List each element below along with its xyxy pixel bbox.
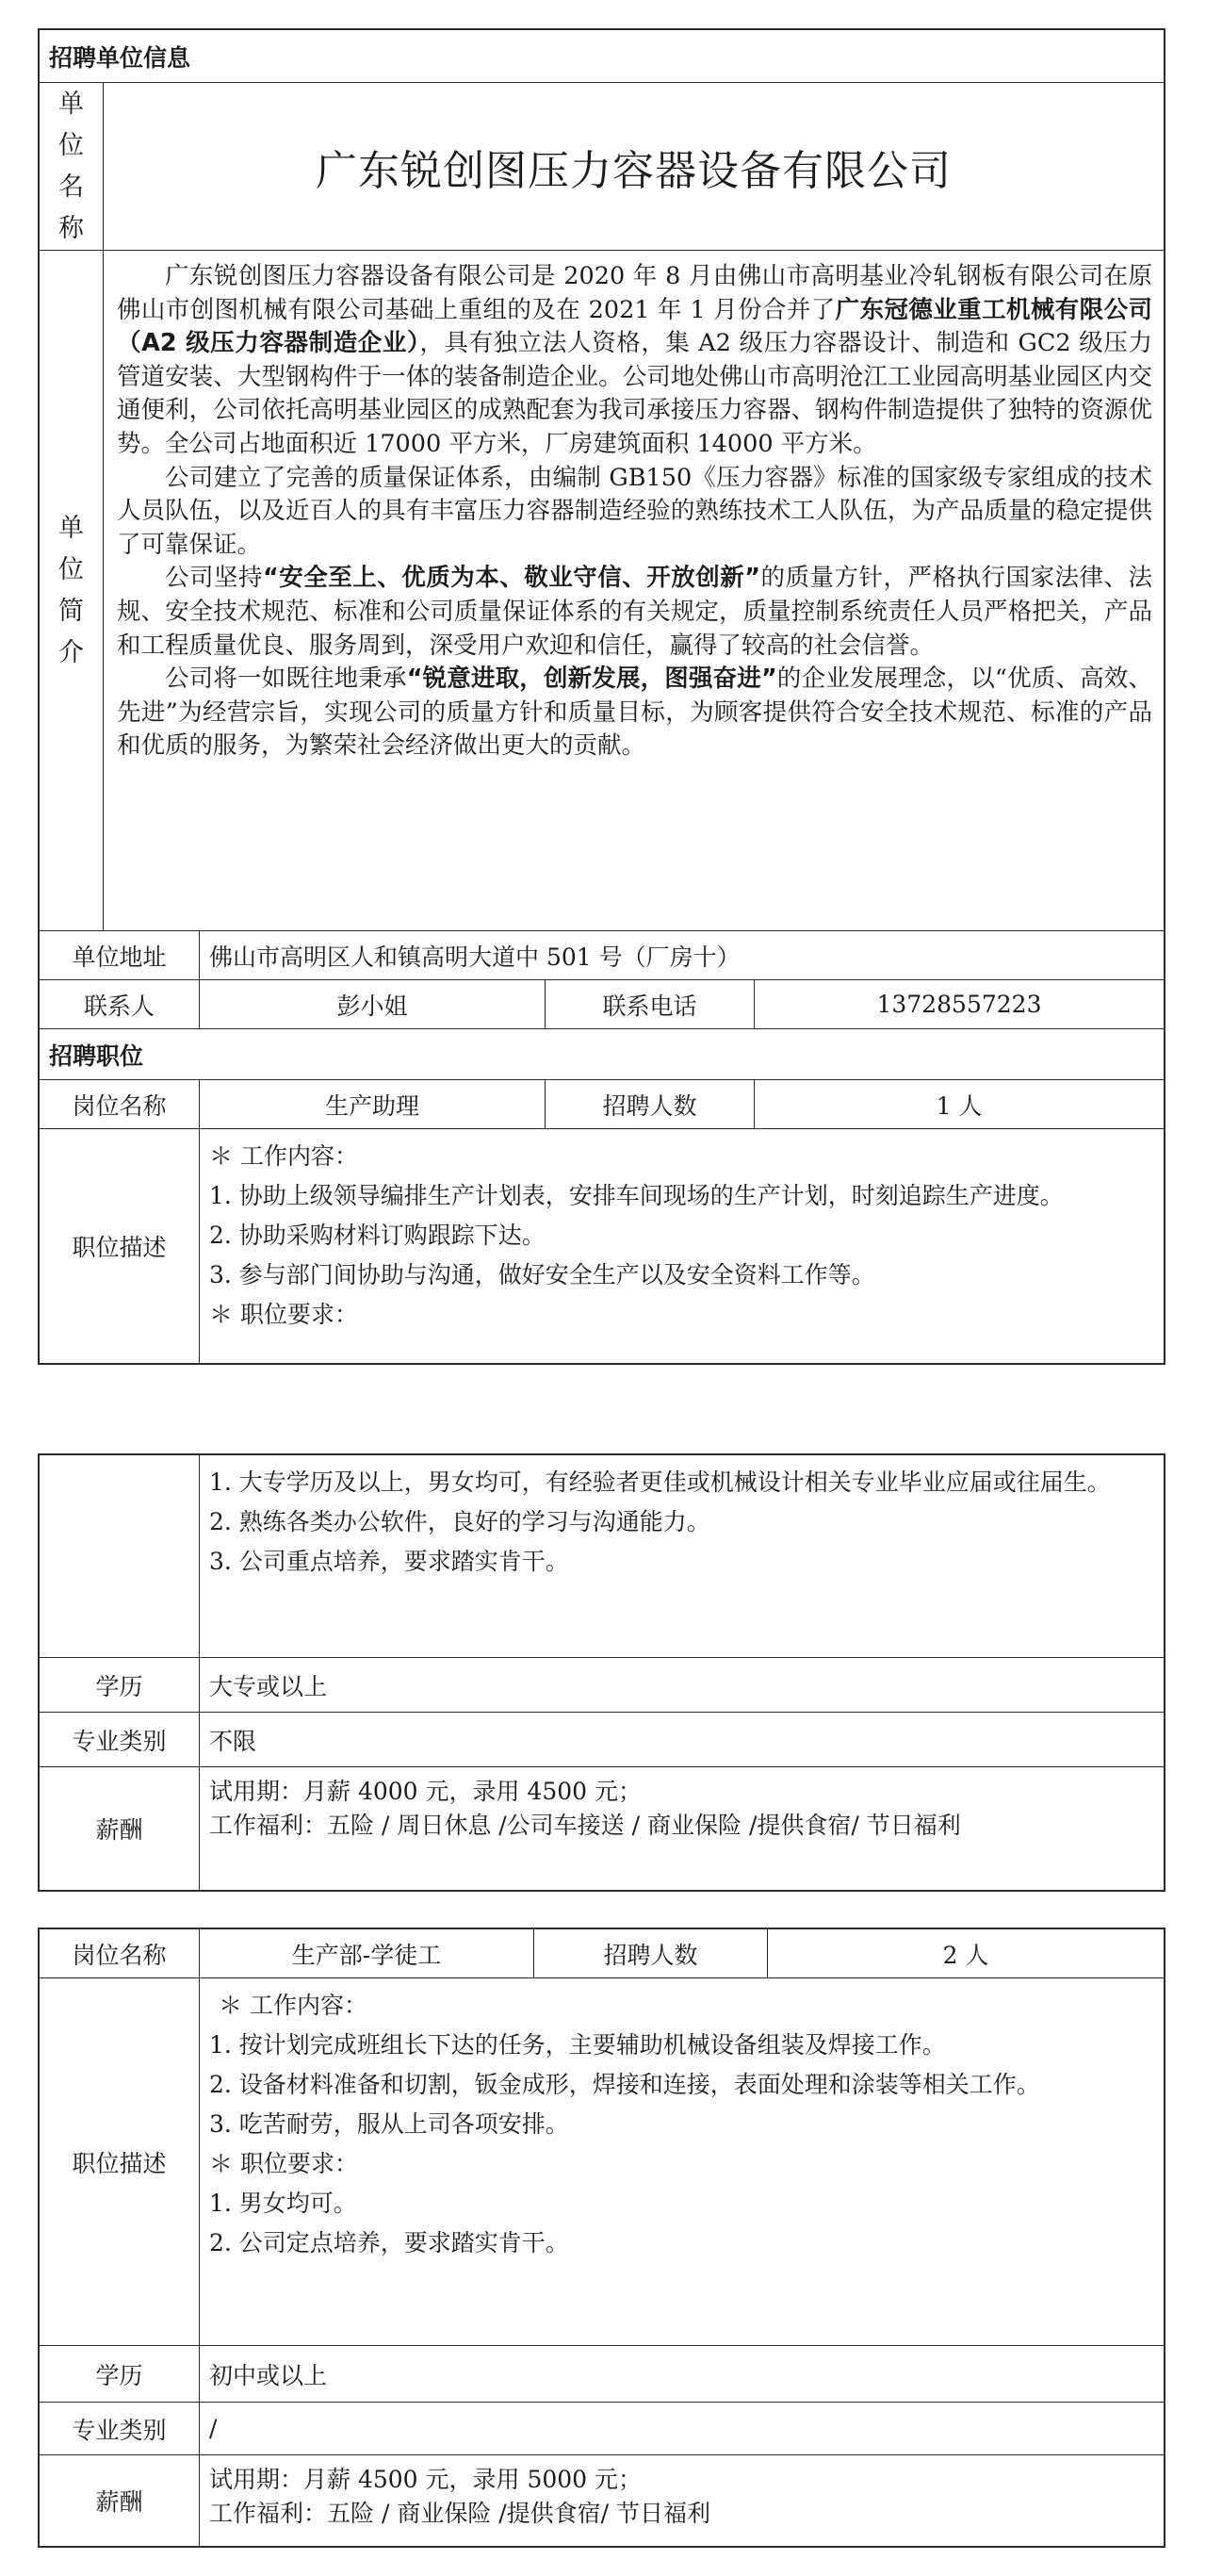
job1-desc-line: ＊ 工作内容： [209, 1142, 358, 1170]
job2-desc-line: 1. 按计划完成班组长下达的任务，主要辅助机械设备组装及焊接工作。 [209, 2031, 946, 2059]
job2-edu: 初中或以上 [209, 2361, 328, 2389]
job2-desc-line: 1. 男女均可。 [209, 2190, 357, 2217]
phone-value: 13728557223 [876, 991, 1042, 1018]
job1-salary-row [40, 1767, 1164, 1890]
job1-major-label: 专业类别 [40, 1713, 200, 1766]
company-intro [104, 251, 1164, 930]
job1-salary: 试用期：月薪 4000 元，录用 4500 元； [209, 1778, 643, 1805]
job1-major: 不限 [209, 1727, 257, 1755]
job1-continued-table [38, 1453, 1165, 1892]
job1-req-row [40, 1455, 1164, 1658]
section-jobs-row [40, 1029, 1164, 1080]
address-row [40, 931, 1164, 980]
job1-count-label: 招聘人数 [546, 1080, 755, 1128]
job1-edu-row [40, 1658, 1164, 1713]
job1-welfare: 工作福利：五险 / 周日休息 /公司车接送 / 商业保险 /提供食宿/ 节日福利 [209, 1812, 961, 1839]
job2-desc-row [40, 1978, 1164, 2346]
company-info-table [38, 28, 1165, 1365]
job1-desc-label: 职位描述 [40, 1129, 200, 1363]
unit-intro-row [40, 251, 1164, 931]
section-header-row [40, 30, 1164, 83]
job2-count: 2 人 [942, 1941, 989, 1969]
job1-desc-line: 1. 协助上级领导编排生产计划表，安排车间现场的生产计划，时刻追踪生产进度。 [209, 1182, 1064, 1209]
job1-req-line: 3. 公司重点培养，要求踏实肯干。 [209, 1548, 569, 1575]
job1-req-label-empty [40, 1455, 200, 1657]
job2-desc-line: ＊ 职位要求： [209, 2150, 358, 2177]
job2-salary: 试用期：月薪 4500 元，录用 5000 元； [209, 2466, 643, 2493]
job2-salary-label: 薪酬 [40, 2455, 200, 2546]
job1-salary-block [200, 1767, 1164, 1890]
job2-major-label: 专业类别 [40, 2403, 200, 2454]
intro-paragraph-2: 公司建立了完善的质量保证体系，由编制 GB150《压力容器》标准的国家级专家组成的技术人员队伍，以及近百人的具有丰富压力容器制造经验的熟练技术工人队伍，为产品质量的稳定提供了可靠保证。 [117, 463, 1152, 559]
unit-name-label: 单 位 名 称 [40, 83, 104, 250]
intro-paragraph-3: 公司坚持“安全至上、优质为本、敬业守信、开放创新”的质量方针，严格执行国家法律、法规、安全技术规范、标准和公司质量保证体系的有关规定，质量控制系统责任人员严格把关，产品和工程质量优良、服务周到，深受用户欢迎和信任，赢得了较高的社会信誉。 [117, 564, 1152, 660]
company-name: 广东锐创图压力容器设备有限公司 [316, 146, 952, 195]
job1-desc [200, 1129, 1164, 1363]
job2-count-label: 招聘人数 [534, 1929, 768, 1977]
job1-desc-line: ＊ 职位要求： [209, 1301, 358, 1328]
contact-row [40, 980, 1164, 1029]
intro-paragraph-1: 广东锐创图压力容器设备有限公司是 2020 年 8 月由佛山市高明基业冷轧钢板有限公司在原佛山市创图机械有限公司基础上重组的及在 2021 年 1 月份合并了广东冠德业重工机械有限公司（A2 级压力容器制造企业），具有独立法人资格，集 A2 级压力容器设计、制造和 GC2 级压力管道安装、大型钢构件于一体的装备制造企业。公司地处佛山市高明沧江工业园高明基业园区内交通便利，公司依托高明基业园区的成熟配套为我司承接压力容器、钢构件制造提供了独特的资源优势。全公司占地面积近 17000 平方米，厂房建筑面积 14000 平方米。 [117, 262, 1152, 458]
job2-title-row [40, 1929, 1164, 1978]
address-value: 佛山市高明区人和镇高明大道中 501 号（厂房十） [209, 943, 741, 971]
contact-value: 彭小姐 [200, 980, 546, 1028]
job2-title-label: 岗位名称 [40, 1929, 200, 1977]
job1-major-row [40, 1713, 1164, 1767]
job1-title: 生产助理 [200, 1080, 546, 1128]
job2-salary-row [40, 2455, 1164, 2546]
job1-desc-row [40, 1129, 1164, 1363]
contact-label: 联系人 [40, 980, 200, 1028]
intro-paragraph-4: 公司将一如既往地秉承“锐意进取，创新发展，图强奋进”的企业发展理念，以“优质、高效、先进”为经营宗旨，实现公司的质量方针和质量目标，为顾客提供符合安全技术规范、标准的产品和优质的服务，为繁荣社会经济做出更大的贡献。 [117, 665, 1152, 761]
job1-salary-label: 薪酬 [40, 1767, 200, 1890]
job1-edu: 大专或以上 [209, 1672, 328, 1700]
section-title-jobs: 招聘职位 [49, 1042, 144, 1070]
job2-desc [200, 1978, 1164, 2345]
job1-req [200, 1455, 1164, 1657]
unit-name-row [40, 83, 1164, 251]
job1-desc-line: 3. 参与部门间协助与沟通，做好安全生产以及安全资料工作等。 [209, 1261, 875, 1288]
job1-req-line: 1. 大专学历及以上，男女均可，有经验者更佳或机械设计相关专业毕业应届或往届生。 [209, 1468, 1111, 1496]
job2-salary-block [200, 2455, 1164, 2546]
phone-label: 联系电话 [546, 980, 755, 1028]
job1-title-label: 岗位名称 [40, 1080, 200, 1128]
job2-title: 生产部-学徒工 [200, 1929, 534, 1977]
section-title-unit: 招聘单位信息 [49, 43, 191, 72]
job2-desc-line: ＊ 工作内容： [219, 1992, 367, 2019]
job2-desc-line: 2. 公司定点培养，要求踏实肯干。 [209, 2229, 569, 2256]
job1-req-line: 2. 熟练各类办公软件，良好的学习与沟通能力。 [209, 1508, 710, 1535]
job1-desc-line: 2. 协助采购材料订购跟踪下达。 [209, 1222, 546, 1249]
unit-intro-label: 单 位 简 介 [40, 251, 104, 930]
job1-title-row [40, 1080, 1164, 1129]
address-label: 单位地址 [40, 931, 200, 979]
job2-major: / [209, 2415, 218, 2442]
job2-table [38, 1928, 1165, 2548]
job2-edu-row [40, 2346, 1164, 2403]
job2-welfare: 工作福利：五险 / 商业保险 /提供食宿/ 节日福利 [209, 2500, 711, 2527]
job2-edu-label: 学历 [40, 2346, 200, 2402]
job1-count: 1 人 [936, 1091, 983, 1120]
job2-major-row [40, 2403, 1164, 2455]
job2-desc-label: 职位描述 [40, 1978, 200, 2345]
job1-edu-label: 学历 [40, 1658, 200, 1712]
job2-desc-line: 2. 设备材料准备和切割，钣金成形，焊接和连接，表面处理和涂装等相关工作。 [209, 2071, 1040, 2098]
job2-desc-line: 3. 吃苦耐劳，服从上司各项安排。 [209, 2110, 569, 2138]
